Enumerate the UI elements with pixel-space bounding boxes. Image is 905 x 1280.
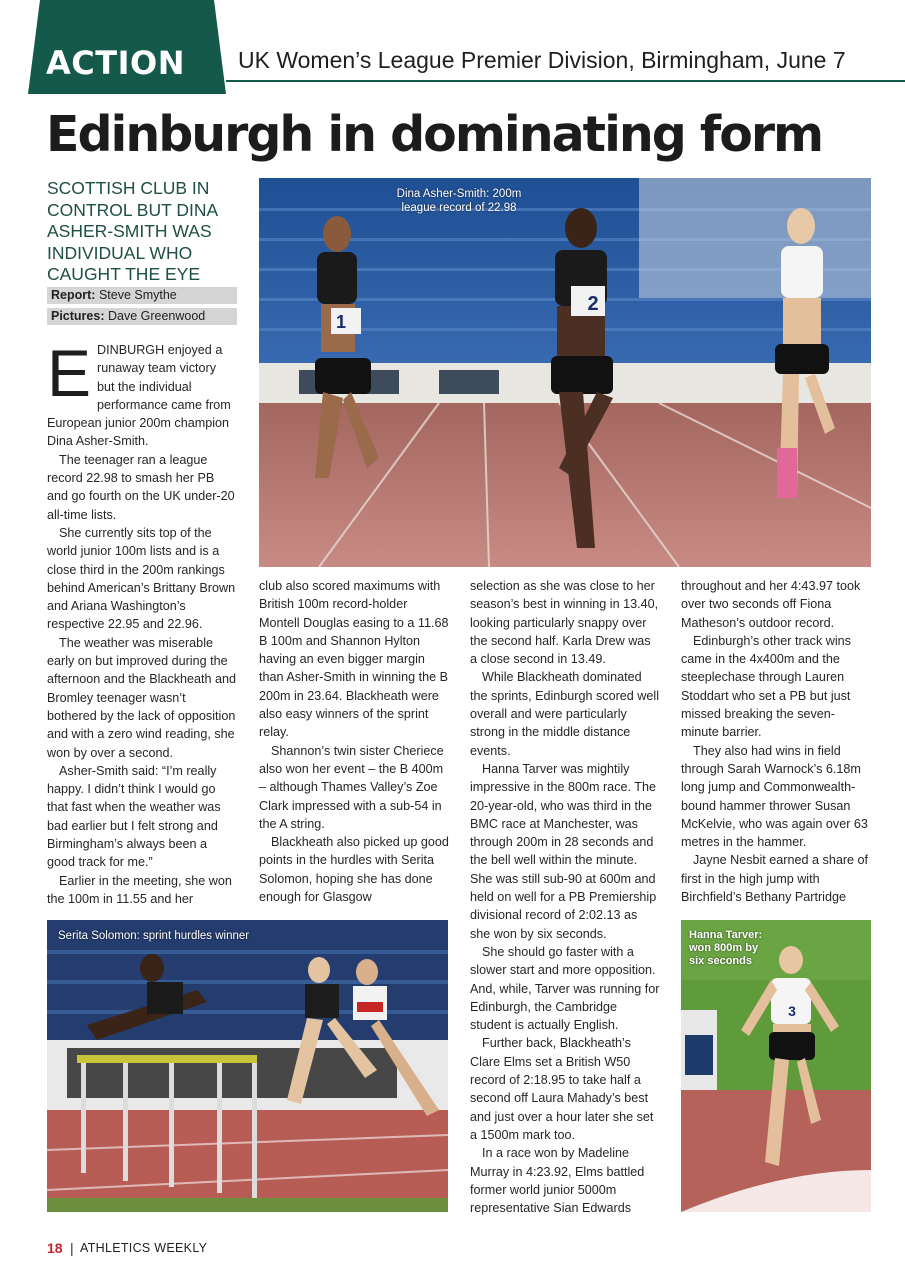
pictures-name: Dave Greenwood (107, 309, 206, 323)
article-column-3 (470, 577, 660, 1217)
article-paragraph: The weather was miserable early on but improved during the afternoon and the Blackheath and Bromley teenager wasn’t bothered by the lack of opposition and with a zero wind reading, she won by over a second. (47, 635, 237, 760)
footer-separator: | (70, 1240, 74, 1256)
tarver-photo (681, 920, 871, 1212)
section-label: ACTION (46, 44, 185, 82)
hurdles-race-image (47, 920, 448, 1212)
article-paragraph: Further back, Blackheath’s Clare Elms set a British W50 record of 2:18.95 to take half a second off Laura Mahady’s best and just over a hour later she set a 1500m mark too. (470, 1036, 654, 1142)
hurdles-photo-caption: Serita Solomon: sprint hurdles winner (58, 930, 250, 942)
article-paragraph: While Blackheath dominated the sprints, Edinburgh scored well overall and were particularly strong in the middle distance events. (470, 670, 660, 758)
article-column-2 (259, 577, 449, 906)
bib-number-1: 1 (335, 312, 347, 332)
article-paragraph: Jayne Nesbit earned a share of first in the high jump with Birchfield’s Bethany Partridge (681, 853, 869, 905)
article-paragraph: They also had wins in field through Sarah Warnock’s 6.18m long jump and Commonwealth-bound hammer thrower Susan McKelvie, who was again over 63 metres in the hammer. (681, 743, 868, 850)
bib-number-2: 2 (587, 293, 599, 315)
article-paragraph: club also scored maximums with British 100m record-holder Montell Douglas easing to a 11.68 B 100m and Shannon Hylton having an even bigger margin than Asher-Smith in winning the B 200m in 23.64. Blackheath were also easy winners of the sprint relay. (259, 579, 449, 740)
article-column-4 (681, 577, 871, 906)
magazine-name: ATHLETICS WEEKLY (80, 1241, 208, 1255)
article-paragraph: Earlier in the meeting, she won the 100m in 11.55 and her (47, 873, 232, 906)
bib-number-3: 3 (788, 1003, 796, 1019)
page-number: 18 (47, 1240, 63, 1256)
article-paragraph: selection as she was close to her season’s best in winning in 13.40, looking particularly snappy over the second half. Karla Drew was a close second in 13.49. (470, 579, 659, 667)
pictures-label: Pictures: (51, 309, 105, 323)
report-label: Report: (51, 288, 96, 302)
tarver-photo-caption: Hanna Tarver: won 800m by six seconds (689, 929, 763, 967)
report-credit (47, 287, 237, 304)
article-paragraph: Edinburgh’s other track wins came in the 4x400m and the steeplechase through Lauren Stoddart who set a PB but just missed breaking the seven-minute barrier. (681, 633, 851, 740)
article-paragraph: She currently sits top of the world junior 100m lists and is a close third in the 200m rankings behind American’s Brittany Brown and Ariana Washington’s respective 22.95 and 22.96. (47, 525, 236, 632)
article-paragraph: Blackheath also picked up good points in the hurdles with Serita Solomon, hoping she has done enough for Glasgow (259, 835, 449, 905)
article-paragraph: In a race won by Madeline Murray in 4:23.92, Elms battled former world junior 5000m representative Sian Edwards (470, 1146, 645, 1216)
article-paragraph: She should go faster with a slower start and more opposition. And, while, Tarver was running for Edinburgh, the Cambridge student is actually English. (470, 944, 660, 1033)
article-paragraph: Shannon’s twin sister Cheriece also won her event – the B 400m – although Thames Valley’s Zoe Clark impressed with a sub-54 in the A string. (259, 743, 444, 831)
main-photo-asher-smith (259, 178, 871, 567)
main-photo-caption: Dina Asher-Smith: 200m league record of 22.98 (396, 188, 522, 214)
report-name: Steve Smythe (98, 288, 177, 302)
article-paragraph: Asher-Smith said: “I’m really happy. I didn’t think I would go that fast when the weather was bad earlier but I felt strong and Birmingham’s always been a good track for me.” (47, 763, 221, 870)
article-paragraph: throughout and her 4:43.97 took over two seconds off Fiona Matheson’s outdoor record. (681, 579, 861, 630)
article-paragraph: EDINBURGH enjoyed a runaway team victory but the individual performance came from European junior 200m champion Dina Asher-Smith. (47, 336, 231, 449)
drop-cap: E (47, 336, 92, 410)
headline: Edinburgh in dominating form (46, 106, 823, 163)
article-paragraph: Hanna Tarver was mightily impressive in the 800m race. The 20-year-old, who was third in the BMC race at Manchester, was through 200m in 28 seconds and the bell well within the minute. She was still sub-90 at 600m and held on well for a PB Premiership divisional record of 2:02.13 as she won by six seconds. (470, 761, 657, 941)
article-paragraph: The teenager ran a league record 22.98 to smash her PB and go fourth on the UK under-20 all-time lists. (47, 452, 235, 522)
article-column-1 (47, 336, 237, 908)
deck-standfirst: SCOTTISH CLUB IN CONTROL BUT DINA ASHER-SMITH WAS INDIVIDUAL WHO CAUGHT THE EYE (47, 178, 218, 284)
hurdles-photo-solomon (47, 920, 448, 1212)
header-rule (226, 80, 905, 82)
pictures-credit (47, 308, 237, 325)
event-title: UK Women’s League Premier Division, Birmingham, June 7 (238, 47, 846, 73)
sprint-race-image (259, 178, 871, 567)
